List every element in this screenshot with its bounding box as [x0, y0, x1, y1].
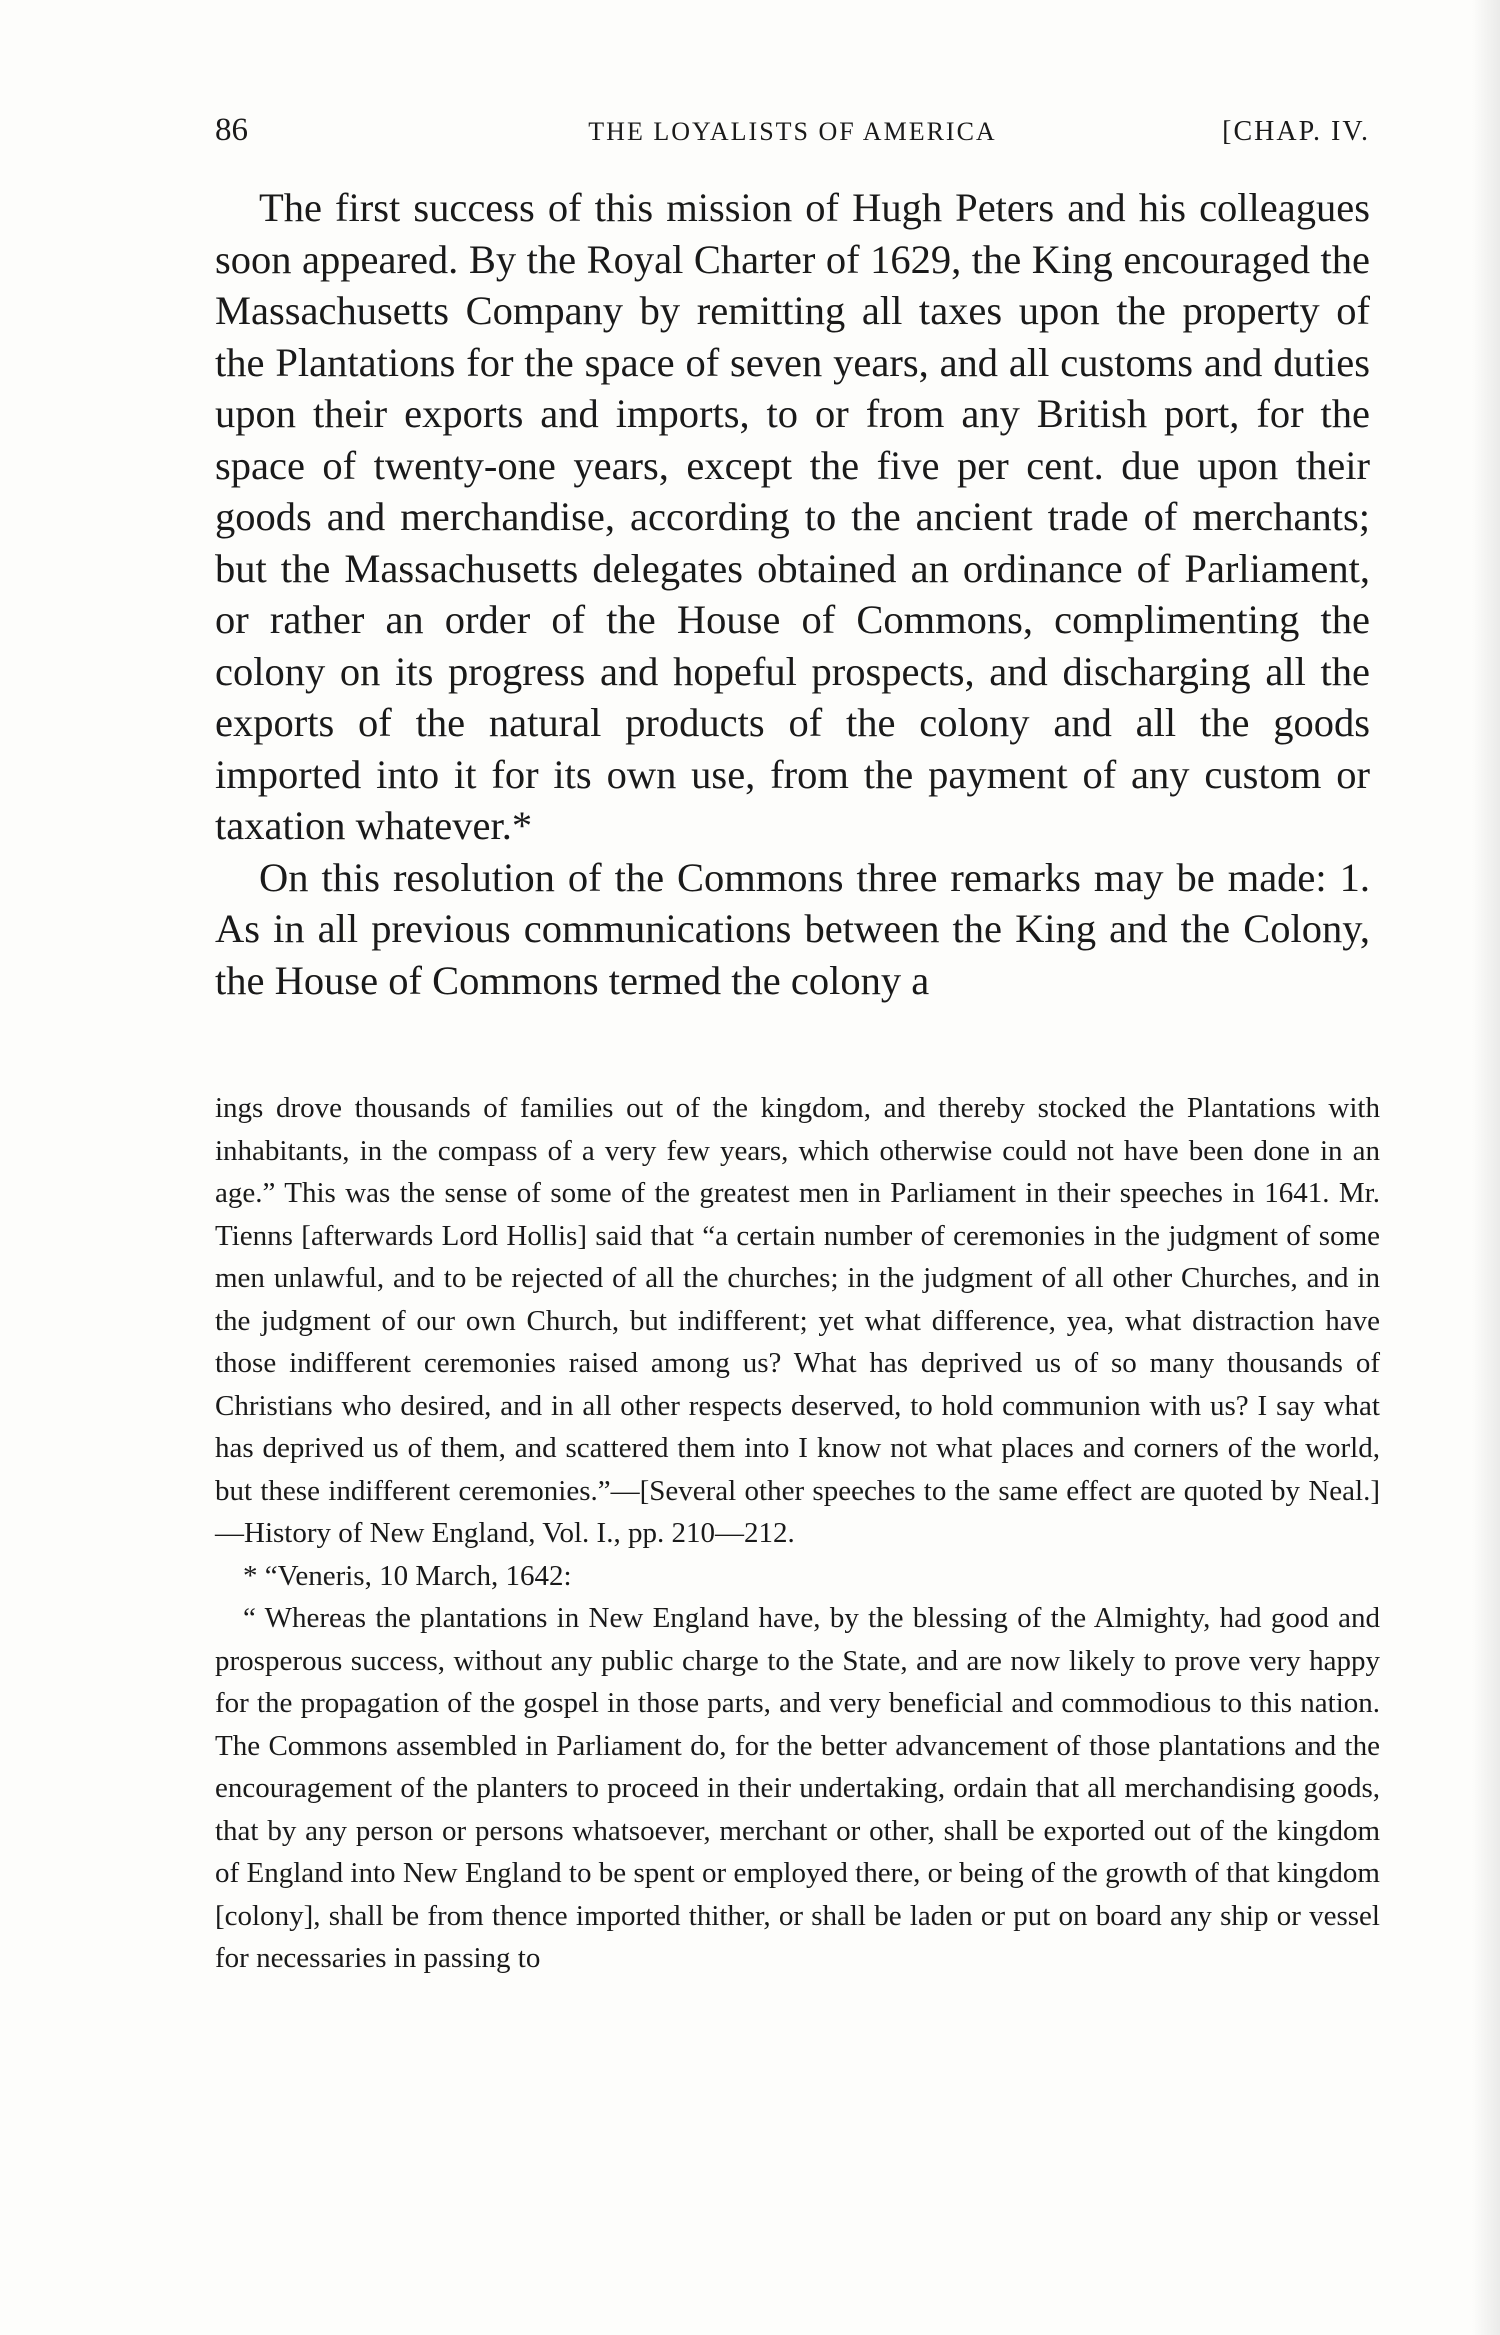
footnote-quote: “ Whereas the plantations in New England have, by the blessing of the Almighty, had good and prosperous success, without any public charge to the State, and are now likely to prove very happy for the propagation of the gospel in those parts, and very beneficial and commodious to this nation. The Commons assembled in Parliament do, for the better advancement of those plantations and the encouragement of the planters to proceed in their undertaking, ordain that all merchandising goods, that by any person or persons whatsoever, merchant or other, shall be exported out of the kingdom of England into New England to be spent or employed there, or being of the growth of that kingdom [colony], shall be from thence imported thither, or shall be laden or put on board any ship or vessel for necessaries in passing to [215, 1602, 1380, 1974]
body-paragraph: On this resolution of the Commons three remarks may be made: 1. As in all previous communications between the King and the Colony, the House of Commons termed the colony a [215, 854, 1370, 1003]
running-title: THE LOYALISTS OF AMERICA [588, 117, 997, 146]
page-edge-shadow [1472, 0, 1500, 2335]
body-paragraph: The first success of this mission of Hugh Peters and his colleagues soon appeared. By the Royal Charter of 1629, the King encouraged the Massachusetts Company by remitting all taxes upon the property of the Plantations for the space of seven years, and all customs and duties upon their exports and imports, to or from any British port, for the space of twenty-one years, except the five per cent. due upon their goods and merchandise, according to the ancient trade of merchants; but the Massachusetts delegates obtained an ordinance of Parliament, or rather an order of the House of Commons, complimenting the colony on its progress and hopeful prospects, and discharging all the exports of the natural products of the colony and all the goods imported into it for its own use, from the payment of any custom or taxation whatever.* [215, 185, 1370, 848]
footnote-star-heading: * “Veneris, 10 March, 1642: [243, 1559, 572, 1592]
page-number: 86 [215, 112, 248, 148]
footnote-continuation: ings drove thousands of families out of the kingdom, and thereby stocked the Plantations with inhabitants, in the compass of a very few years, which otherwise could not have been done in an age.” This was the sense of some of the greatest men in Parliament in their speeches in 1641. Mr. Tienns [afterwards Lord Hollis] said that “a certain number of ceremonies in the judgment of some men unlawful, and to be rejected of all the churches; in the judgment of all other Churches, and in the judgment of our own Church, but indifferent; yet what difference, yea, what distraction have those indifferent ceremonies raised among us? What has deprived us of so many thousands of Christians who desired, and in all other respects deserved, to hold communion with us? I say what has deprived us of them, and scattered them into I know not what places and corners of the world, but these indifferent ceremonies.”—[Several other speeches to the same effect are quoted by Neal.]—History of New England, Vol. I., pp. 210—212. [215, 1092, 1380, 1549]
main-text [215, 182, 1370, 1006]
footnotes [215, 1087, 1380, 1980]
page-header [215, 110, 1370, 156]
chapter-reference: [CHAP. IV. [1222, 116, 1370, 147]
